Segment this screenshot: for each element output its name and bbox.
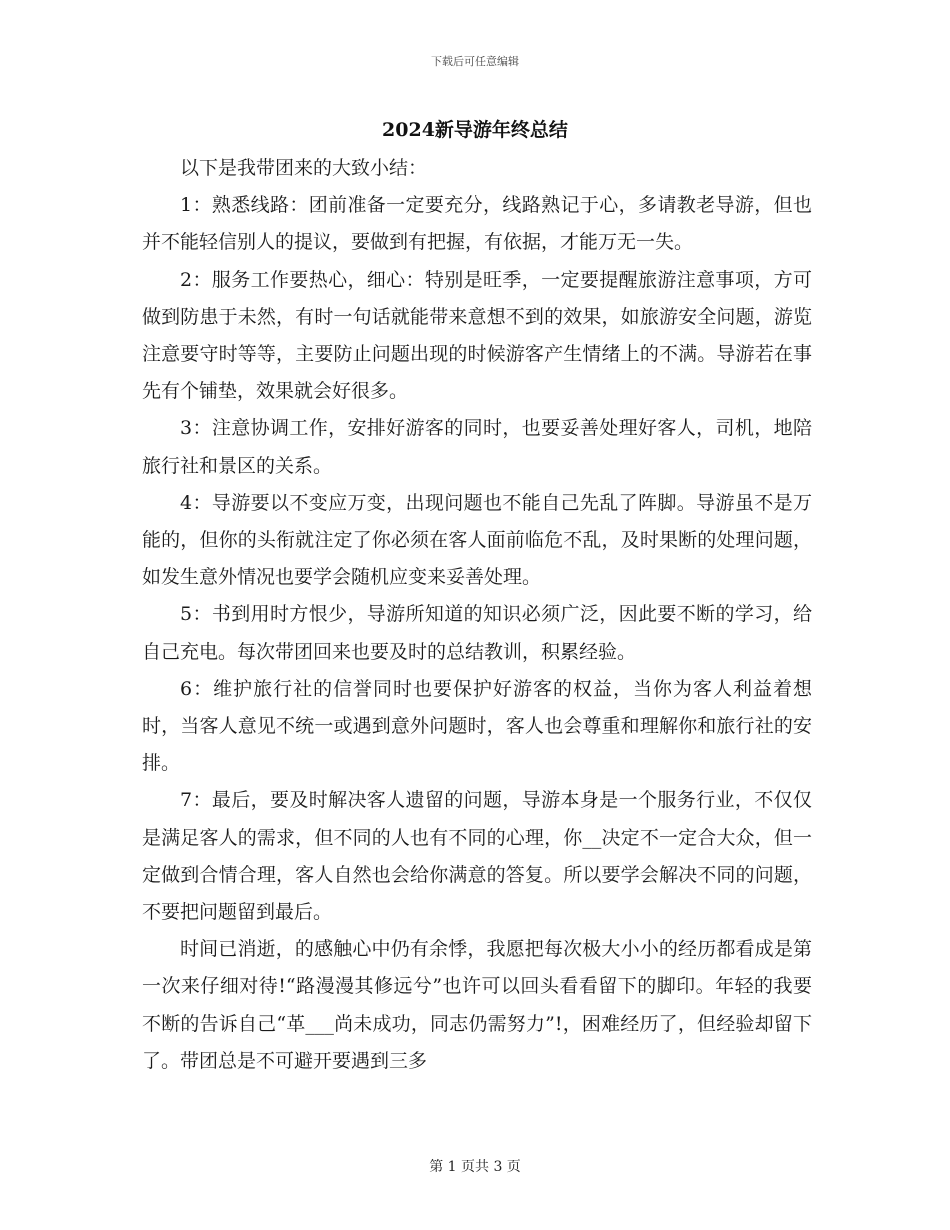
paragraph-2: 2：服务工作要热心，细心：特别是旺季，一定要提醒旅游注意事项，方可做到防患于未然，有时一句话就能带来意想不到的效果，如旅游安全问题，游览注意要守时等等，主要防止问题出现的时候游客产生情绪上的不满。导游若在事先有个铺垫，效果就会好很多。 — [142, 268, 812, 403]
paragraph-7: 7：最后，要及时解决客人遗留的问题，导游本身是一个服务行业，不仅仅是满足客人的需求，但不同的人也有不同的心理，你__决定不一定合大众，但一定做到合情合理，客人自然也会给你满意的答复。所以要学会解决不同的问题，不要把问题留到最后。 — [142, 789, 812, 924]
paragraph-6: 6：维护旅行社的信誉同时也要保护好游客的权益，当你为客人利益着想时，当客人意见不统一或遇到意外问题时，客人也会尊重和理解你和旅行社的安排。 — [142, 677, 812, 775]
paragraph-3: 3：注意协调工作，安排好游客的同时，也要妥善处理好客人，司机，地陪旅行社和景区的关系。 — [142, 417, 812, 477]
paragraph-4: 4：导游要以不变应万变，出现问题也不能自己先乱了阵脚。导游虽不是万能的，但你的头衔就注定了你必须在客人面前临危不乱，及时果断的处理问题，如发生意外情况也要学会随机应变来妥善处理。 — [142, 491, 812, 589]
paragraph-1: 1：熟悉线路：团前准备一定要充分，线路熟记于心，多请教老导游，但也并不能轻信别人的提议，要做到有把握，有依据，才能万无一失。 — [142, 194, 812, 254]
paragraph-5: 5：书到用时方恨少，导游所知道的知识必须广泛，因此要不断的学习，给自己充电。每次带团回来也要及时的总结教训，积累经验。 — [142, 603, 812, 663]
paragraph-intro: 以下是我带团来的大致小结： — [180, 157, 428, 179]
header-note: 下载后可任意编辑 — [431, 55, 519, 68]
paragraph-closing: 时间已消逝，的感触心中仍有余悸，我愿把每次极大小小的经历都看成是第一次来仔细对待!“路漫漫其修远兮”也许可以回头看看留下的脚印。年轻的我要不断的告诉自己“革___尚未成功，同志仍需努力”!，困难经历了，但经验却留下了。带团总是不可避开要遇到三多 — [142, 938, 812, 1072]
document-title: 2024新导游年终总结 — [382, 119, 568, 141]
page-number-footer: 第 1 页共 3 页 — [429, 1159, 521, 1175]
document-body — [142, 150, 812, 1080]
